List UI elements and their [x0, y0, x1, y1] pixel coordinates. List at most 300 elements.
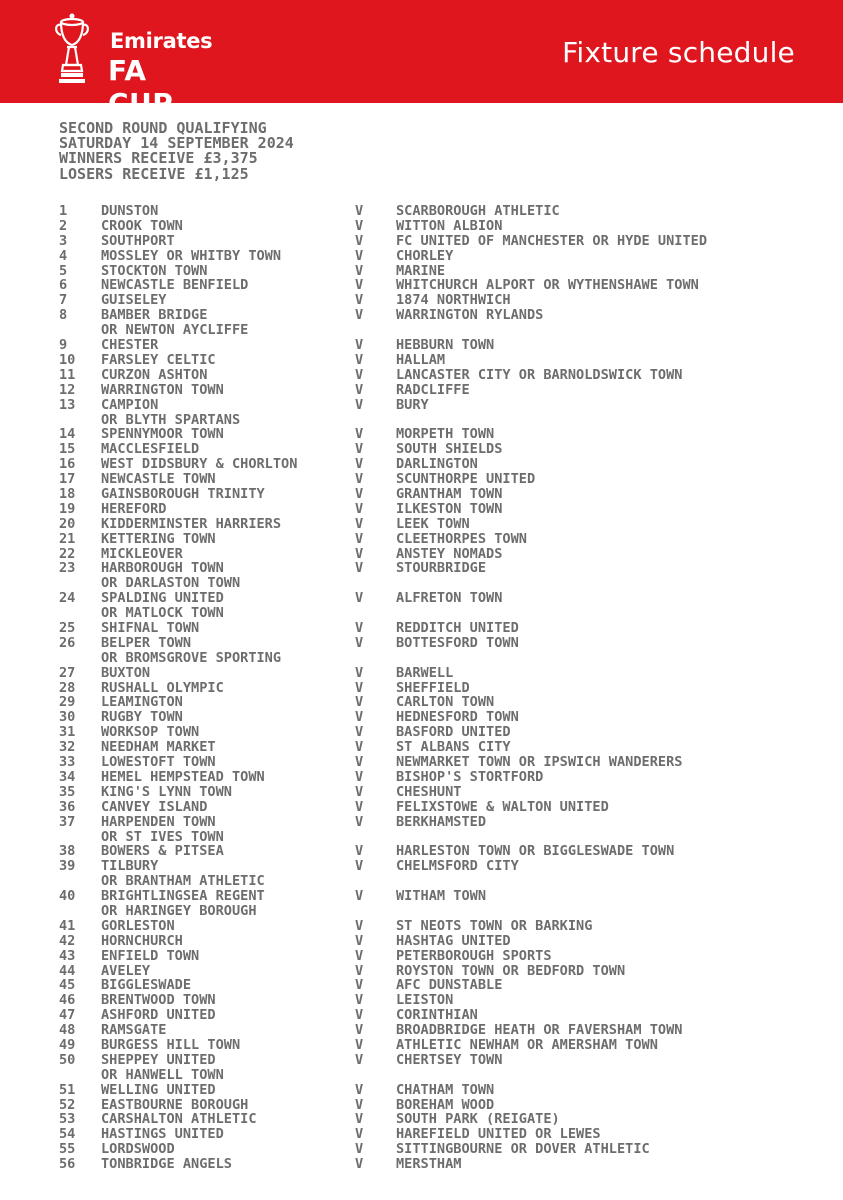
fixture-row — [0, 427, 843, 442]
fixture-number: 45 — [59, 977, 76, 994]
home-team — [101, 532, 216, 547]
away-team: PETERBOROUGH SPORTS — [396, 947, 552, 964]
home-team — [101, 889, 265, 919]
versus-label: V — [355, 232, 364, 249]
fixture-row — [0, 710, 843, 725]
home-team-name: SOUTHPORT — [101, 232, 175, 249]
away-team: ANSTEY NOMADS — [396, 545, 503, 562]
home-team — [101, 561, 240, 591]
versus-label: V — [355, 843, 364, 860]
away-team: CHATHAM TOWN — [396, 1081, 495, 1098]
fixture-row — [0, 398, 843, 428]
home-team-name: FARSLEY CELTIC — [101, 351, 216, 368]
home-team — [101, 293, 166, 308]
fixture-number: 16 — [59, 456, 76, 473]
fixture-row — [0, 234, 843, 249]
home-team — [101, 338, 158, 353]
fixture-row — [0, 844, 843, 859]
away-team: NEWMARKET TOWN OR IPSWICH WANDERERS — [396, 754, 683, 771]
away-team: DARLINGTON — [396, 456, 478, 473]
versus-label: V — [355, 783, 364, 800]
versus-label: V — [355, 381, 364, 398]
fixture-row — [0, 532, 843, 547]
away-team: LEISTON — [396, 992, 454, 1009]
page-title: Fixture schedule — [562, 36, 795, 69]
round-name: SECOND ROUND QUALIFYING — [59, 119, 267, 137]
home-team — [101, 1038, 240, 1053]
away-team: REDDITCH UNITED — [396, 620, 519, 636]
home-team-name: KING'S LYNN TOWN — [101, 783, 232, 800]
versus-label: V — [355, 247, 364, 264]
home-team — [101, 308, 248, 338]
home-team — [101, 591, 224, 621]
away-team: WITHAM TOWN — [396, 888, 487, 905]
fixture-number: 43 — [59, 947, 76, 964]
versus-label: V — [355, 292, 364, 309]
fixture-number: 46 — [59, 992, 76, 1009]
fixture-number: 41 — [59, 917, 76, 934]
versus-label: V — [355, 754, 364, 771]
fixture-number: 50 — [59, 1051, 76, 1068]
away-team: WARRINGTON RYLANDS — [396, 307, 544, 324]
fixture-number: 32 — [59, 739, 76, 756]
fixture-number: 35 — [59, 783, 76, 800]
fixture-number: 1 — [59, 203, 68, 219]
away-team: SOUTH SHIELDS — [396, 441, 503, 458]
away-team: BROADBRIDGE HEATH OR FAVERSHAM TOWN — [396, 1022, 683, 1039]
home-team — [101, 1157, 232, 1172]
fixture-row — [0, 457, 843, 472]
fixture-row — [0, 249, 843, 264]
home-team-name: HASTINGS UNITED — [101, 1126, 224, 1143]
versus-label: V — [355, 262, 364, 279]
fixture-number: 42 — [59, 932, 76, 949]
fixture-row — [0, 978, 843, 993]
home-team — [101, 1083, 216, 1098]
versus-label: V — [355, 1022, 364, 1039]
fixture-row — [0, 308, 843, 338]
versus-label: V — [355, 396, 364, 413]
away-team: SCARBOROUGH ATHLETIC — [396, 203, 560, 219]
home-team-name: BAMBER BRIDGE — [101, 307, 208, 324]
home-team-alternative: OR NEWTON AYCLIFFE — [101, 322, 249, 339]
fixture-row — [0, 338, 843, 353]
home-team-name: SPALDING UNITED — [101, 590, 224, 607]
home-team-name: RUSHALL OLYMPIC — [101, 679, 224, 696]
fixture-row — [0, 636, 843, 666]
home-team — [101, 517, 281, 532]
versus-label: V — [355, 277, 364, 294]
fixture-row — [0, 859, 843, 889]
fixture-number: 27 — [59, 664, 76, 681]
away-team: BARWELL — [396, 664, 454, 681]
home-team-name: KETTERING TOWN — [101, 530, 216, 547]
home-team — [101, 264, 207, 279]
fixture-number: 20 — [59, 515, 76, 532]
fixture-number: 28 — [59, 679, 76, 696]
round-date: SATURDAY 14 SEPTEMBER 2024 — [59, 134, 294, 153]
home-team-name: GAINSBOROUGH TRINITY — [101, 485, 265, 502]
versus-label: V — [355, 441, 364, 458]
fixture-row — [0, 815, 843, 845]
fixture-row — [0, 1112, 843, 1127]
fixture-number: 18 — [59, 485, 76, 502]
home-team-name: CROOK TOWN — [101, 217, 183, 234]
home-team-alternative: OR HARINGEY BOROUGH — [101, 902, 257, 919]
versus-label: V — [355, 798, 364, 815]
fixture-number: 15 — [59, 441, 76, 458]
fixture-row — [0, 353, 843, 368]
fixture-number: 49 — [59, 1037, 76, 1053]
fixture-row — [0, 1023, 843, 1038]
versus-label: V — [355, 456, 364, 473]
fixture-number: 44 — [59, 962, 76, 979]
fixture-row — [0, 770, 843, 785]
fixture-number: 30 — [59, 709, 76, 726]
home-team — [101, 457, 297, 472]
home-team-name: DUNSTON — [101, 203, 159, 219]
home-team — [101, 964, 150, 979]
fixture-row — [0, 517, 843, 532]
versus-label: V — [355, 217, 364, 234]
home-team-name: BURGESS HILL TOWN — [101, 1037, 241, 1053]
versus-label: V — [355, 471, 364, 488]
home-team — [101, 815, 224, 845]
home-team-name: MACCLESFIELD — [101, 441, 200, 458]
versus-label: V — [355, 337, 364, 354]
home-team — [101, 919, 175, 934]
fixture-number: 23 — [59, 560, 76, 577]
versus-label: V — [355, 515, 364, 532]
home-team — [101, 1008, 216, 1023]
away-team: CARLTON TOWN — [396, 694, 495, 711]
fixture-row — [0, 219, 843, 234]
home-team — [101, 1023, 166, 1038]
away-team: SHEFFIELD — [396, 679, 470, 696]
fixture-row — [0, 621, 843, 636]
home-team-name: GUISELEY — [101, 292, 167, 309]
fixture-number: 29 — [59, 694, 76, 711]
versus-label: V — [355, 366, 364, 383]
versus-label: V — [355, 992, 364, 1009]
fixture-row — [0, 755, 843, 770]
versus-label: V — [355, 739, 364, 756]
away-team: HEDNESFORD TOWN — [396, 709, 519, 726]
fixture-number: 39 — [59, 858, 76, 875]
away-team: LEEK TOWN — [396, 515, 470, 532]
home-team-name: HORNCHURCH — [101, 932, 183, 949]
home-team — [101, 993, 216, 1008]
home-team-alternative: OR HANWELL TOWN — [101, 1066, 224, 1083]
home-team-name: MICKLEOVER — [101, 545, 183, 562]
fixture-row — [0, 1038, 843, 1053]
home-team-name: SPENNYMOOR TOWN — [101, 426, 224, 443]
home-team-name: NEWCASTLE TOWN — [101, 471, 216, 488]
home-team — [101, 427, 224, 442]
home-team-name: WELLING UNITED — [101, 1081, 216, 1098]
versus-label: V — [355, 530, 364, 547]
fixture-row — [0, 1053, 843, 1083]
home-team-name: CARSHALTON ATHLETIC — [101, 1111, 257, 1128]
away-team: HALLAM — [396, 351, 446, 368]
fixture-row — [0, 442, 843, 457]
home-team-name: BRENTWOOD TOWN — [101, 992, 216, 1009]
versus-label: V — [355, 1156, 364, 1173]
away-team: SCUNTHORPE UNITED — [396, 471, 536, 488]
home-team-name: HEREFORD — [101, 500, 167, 517]
versus-label: V — [355, 813, 364, 830]
away-team: MORPETH TOWN — [396, 426, 495, 443]
away-team: RADCLIFFE — [396, 381, 470, 398]
fixture-row — [0, 681, 843, 696]
versus-label: V — [355, 500, 364, 517]
versus-label: V — [355, 917, 364, 934]
fixture-number: 56 — [59, 1156, 76, 1173]
home-team — [101, 1098, 248, 1113]
versus-label: V — [355, 1141, 364, 1158]
home-team-alternative: OR BLYTH SPARTANS — [101, 411, 241, 428]
fixture-row — [0, 1157, 843, 1172]
home-team — [101, 681, 224, 696]
away-team: CHORLEY — [396, 247, 454, 264]
fixture-number: 48 — [59, 1022, 76, 1039]
home-team — [101, 800, 207, 815]
home-team — [101, 978, 191, 993]
fixture-row — [0, 1142, 843, 1157]
home-team-name: RAMSGATE — [101, 1022, 167, 1039]
home-team — [101, 442, 199, 457]
away-team: MARINE — [396, 262, 446, 279]
home-team-name: NEEDHAM MARKET — [101, 739, 216, 756]
fixture-number: 25 — [59, 620, 76, 636]
away-team: BURY — [396, 396, 429, 413]
away-team: BOREHAM WOOD — [396, 1096, 495, 1113]
fixture-number: 38 — [59, 843, 76, 860]
home-team-name: BIGGLESWADE — [101, 977, 192, 994]
home-team-name: CURZON ASHTON — [101, 366, 208, 383]
home-team-name: EASTBOURNE BOROUGH — [101, 1096, 249, 1113]
fixture-row — [0, 472, 843, 487]
versus-label: V — [355, 947, 364, 964]
away-team: GRANTHAM TOWN — [396, 485, 503, 502]
versus-label: V — [355, 1081, 364, 1098]
home-team-name: BUXTON — [101, 664, 151, 681]
home-team-name: ASHFORD UNITED — [101, 1007, 216, 1024]
losers-prize: LOSERS RECEIVE £1,125 — [59, 164, 249, 183]
home-team — [101, 383, 224, 398]
fixture-row — [0, 278, 843, 293]
home-team — [101, 621, 199, 636]
versus-label: V — [355, 977, 364, 994]
away-team: SITTINGBOURNE OR DOVER ATHLETIC — [396, 1141, 650, 1158]
fixture-row — [0, 695, 843, 710]
home-team — [101, 1142, 175, 1157]
away-team: MERSTHAM — [396, 1156, 462, 1173]
versus-label: V — [355, 932, 364, 949]
home-team-name: WEST DIDSBURY & CHORLTON — [101, 456, 298, 473]
home-team-name: CANVEY ISLAND — [101, 798, 208, 815]
home-team — [101, 547, 183, 562]
fixture-number: 34 — [59, 768, 76, 785]
versus-label: V — [355, 1007, 364, 1024]
away-team: CORINTHIAN — [396, 1007, 478, 1024]
fixture-row — [0, 591, 843, 621]
home-team — [101, 204, 158, 219]
home-team — [101, 472, 216, 487]
versus-label: V — [355, 351, 364, 368]
home-team-alternative: OR BRANTHAM ATHLETIC — [101, 873, 265, 890]
versus-label: V — [355, 679, 364, 696]
home-team-name: TILBURY — [101, 858, 159, 875]
home-team-name: AVELEY — [101, 962, 151, 979]
fixture-number: 4 — [59, 247, 68, 264]
away-team: LANCASTER CITY OR BARNOLDSWICK TOWN — [396, 366, 683, 383]
fixture-row — [0, 561, 843, 591]
fixture-number: 54 — [59, 1126, 76, 1143]
versus-label: V — [355, 664, 364, 681]
away-team: FC UNITED OF MANCHESTER OR HYDE UNITED — [396, 232, 707, 249]
home-team-name: HARBOROUGH TOWN — [101, 560, 224, 577]
fixture-row — [0, 383, 843, 398]
fixture-row — [0, 964, 843, 979]
away-team: HASHTAG UNITED — [396, 932, 511, 949]
away-team: HEBBURN TOWN — [396, 337, 495, 354]
versus-label: V — [355, 1111, 364, 1128]
fixture-row — [0, 993, 843, 1008]
home-team-name: BELPER TOWN — [101, 634, 192, 651]
away-team: ILKESTON TOWN — [396, 500, 503, 517]
versus-label: V — [355, 709, 364, 726]
fixture-number: 11 — [59, 366, 76, 383]
fixture-row — [0, 547, 843, 562]
home-team — [101, 949, 199, 964]
versus-label: V — [355, 888, 364, 905]
versus-label: V — [355, 590, 364, 607]
fixture-number: 14 — [59, 426, 76, 443]
fixture-number: 36 — [59, 798, 76, 815]
home-team-alternative: OR BROMSGROVE SPORTING — [101, 649, 282, 666]
fa-cup-logo — [52, 13, 222, 120]
home-team — [101, 710, 183, 725]
fixture-row — [0, 785, 843, 800]
home-team — [101, 219, 183, 234]
home-team — [101, 368, 207, 383]
fixture-row — [0, 949, 843, 964]
fixture-row — [0, 264, 843, 279]
versus-label: V — [355, 203, 364, 219]
home-team-name: TONBRIDGE ANGELS — [101, 1156, 232, 1173]
fixture-number: 33 — [59, 754, 76, 771]
fixture-row — [0, 740, 843, 755]
versus-label: V — [355, 1096, 364, 1113]
home-team — [101, 234, 175, 249]
home-team — [101, 740, 216, 755]
away-team: BISHOP'S STORTFORD — [396, 768, 544, 785]
away-team: BASFORD UNITED — [396, 724, 511, 741]
versus-label: V — [355, 485, 364, 502]
home-team — [101, 666, 150, 681]
home-team-name: MOSSLEY OR WHITBY TOWN — [101, 247, 282, 264]
fixture-number: 31 — [59, 724, 76, 741]
fixture-number: 51 — [59, 1081, 76, 1098]
away-team: STOURBRIDGE — [396, 560, 487, 577]
versus-label: V — [355, 620, 364, 636]
home-team — [101, 934, 183, 949]
fixture-number: 9 — [59, 337, 68, 354]
home-team — [101, 249, 281, 264]
away-team: ALFRETON TOWN — [396, 590, 503, 607]
away-team: SOUTH PARK (REIGATE) — [396, 1111, 560, 1128]
home-team-alternative: OR DARLASTON TOWN — [101, 575, 241, 592]
fixture-row — [0, 919, 843, 934]
fixture-row — [0, 666, 843, 681]
home-team-name: SHEPPEY UNITED — [101, 1051, 216, 1068]
fixture-number: 26 — [59, 634, 76, 651]
away-team: BOTTESFORD TOWN — [396, 634, 519, 651]
away-team: ATHLETIC NEWHAM OR AMERSHAM TOWN — [396, 1037, 658, 1053]
fixture-number: 3 — [59, 232, 68, 249]
fixture-number: 10 — [59, 351, 76, 368]
away-team: ROYSTON TOWN OR BEDFORD TOWN — [396, 962, 626, 979]
fixture-row — [0, 725, 843, 740]
home-team — [101, 785, 232, 800]
versus-label: V — [355, 545, 364, 562]
fixture-row — [0, 1083, 843, 1098]
fixture-number: 17 — [59, 471, 76, 488]
home-team — [101, 502, 166, 517]
home-team-name: NEWCASTLE BENFIELD — [101, 277, 249, 294]
fixture-number: 53 — [59, 1111, 76, 1128]
away-team: WHITCHURCH ALPORT OR WYTHENSHAWE TOWN — [396, 277, 699, 294]
away-team: 1874 NORTHWICH — [396, 292, 511, 309]
versus-label: V — [355, 694, 364, 711]
away-team: FELIXSTOWE & WALTON UNITED — [396, 798, 609, 815]
fixture-number: 8 — [59, 307, 68, 324]
home-team — [101, 636, 281, 666]
winners-prize: WINNERS RECEIVE £3,375 — [59, 149, 258, 168]
away-team: CHELMSFORD CITY — [396, 858, 519, 875]
versus-label: V — [355, 560, 364, 577]
away-team: ST NEOTS TOWN OR BARKING — [396, 917, 593, 934]
versus-label: V — [355, 768, 364, 785]
fixture-number: 21 — [59, 530, 76, 547]
home-team-name: SHIFNAL TOWN — [101, 620, 200, 636]
home-team-alternative: OR ST IVES TOWN — [101, 828, 224, 845]
fixture-number: 47 — [59, 1007, 76, 1024]
away-team: AFC DUNSTABLE — [396, 977, 503, 994]
versus-label: V — [355, 307, 364, 324]
versus-label: V — [355, 1126, 364, 1143]
home-team-name: LOWESTOFT TOWN — [101, 754, 216, 771]
fixture-row — [0, 204, 843, 219]
home-team-name: HEMEL HEMPSTEAD TOWN — [101, 768, 265, 785]
away-team: CHESHUNT — [396, 783, 462, 800]
home-team-name: WARRINGTON TOWN — [101, 381, 224, 398]
fixture-number: 2 — [59, 217, 68, 234]
fixture-number: 24 — [59, 590, 76, 607]
fixture-row — [0, 502, 843, 517]
fixture-row — [0, 800, 843, 815]
fixture-row — [0, 487, 843, 502]
fixture-row — [0, 1008, 843, 1023]
fixture-row — [0, 293, 843, 308]
round-info — [59, 121, 294, 182]
home-team — [101, 725, 199, 740]
fixture-list — [0, 204, 843, 1172]
fixture-number: 37 — [59, 813, 76, 830]
away-team: CLEETHORPES TOWN — [396, 530, 527, 547]
home-team — [101, 1112, 257, 1127]
